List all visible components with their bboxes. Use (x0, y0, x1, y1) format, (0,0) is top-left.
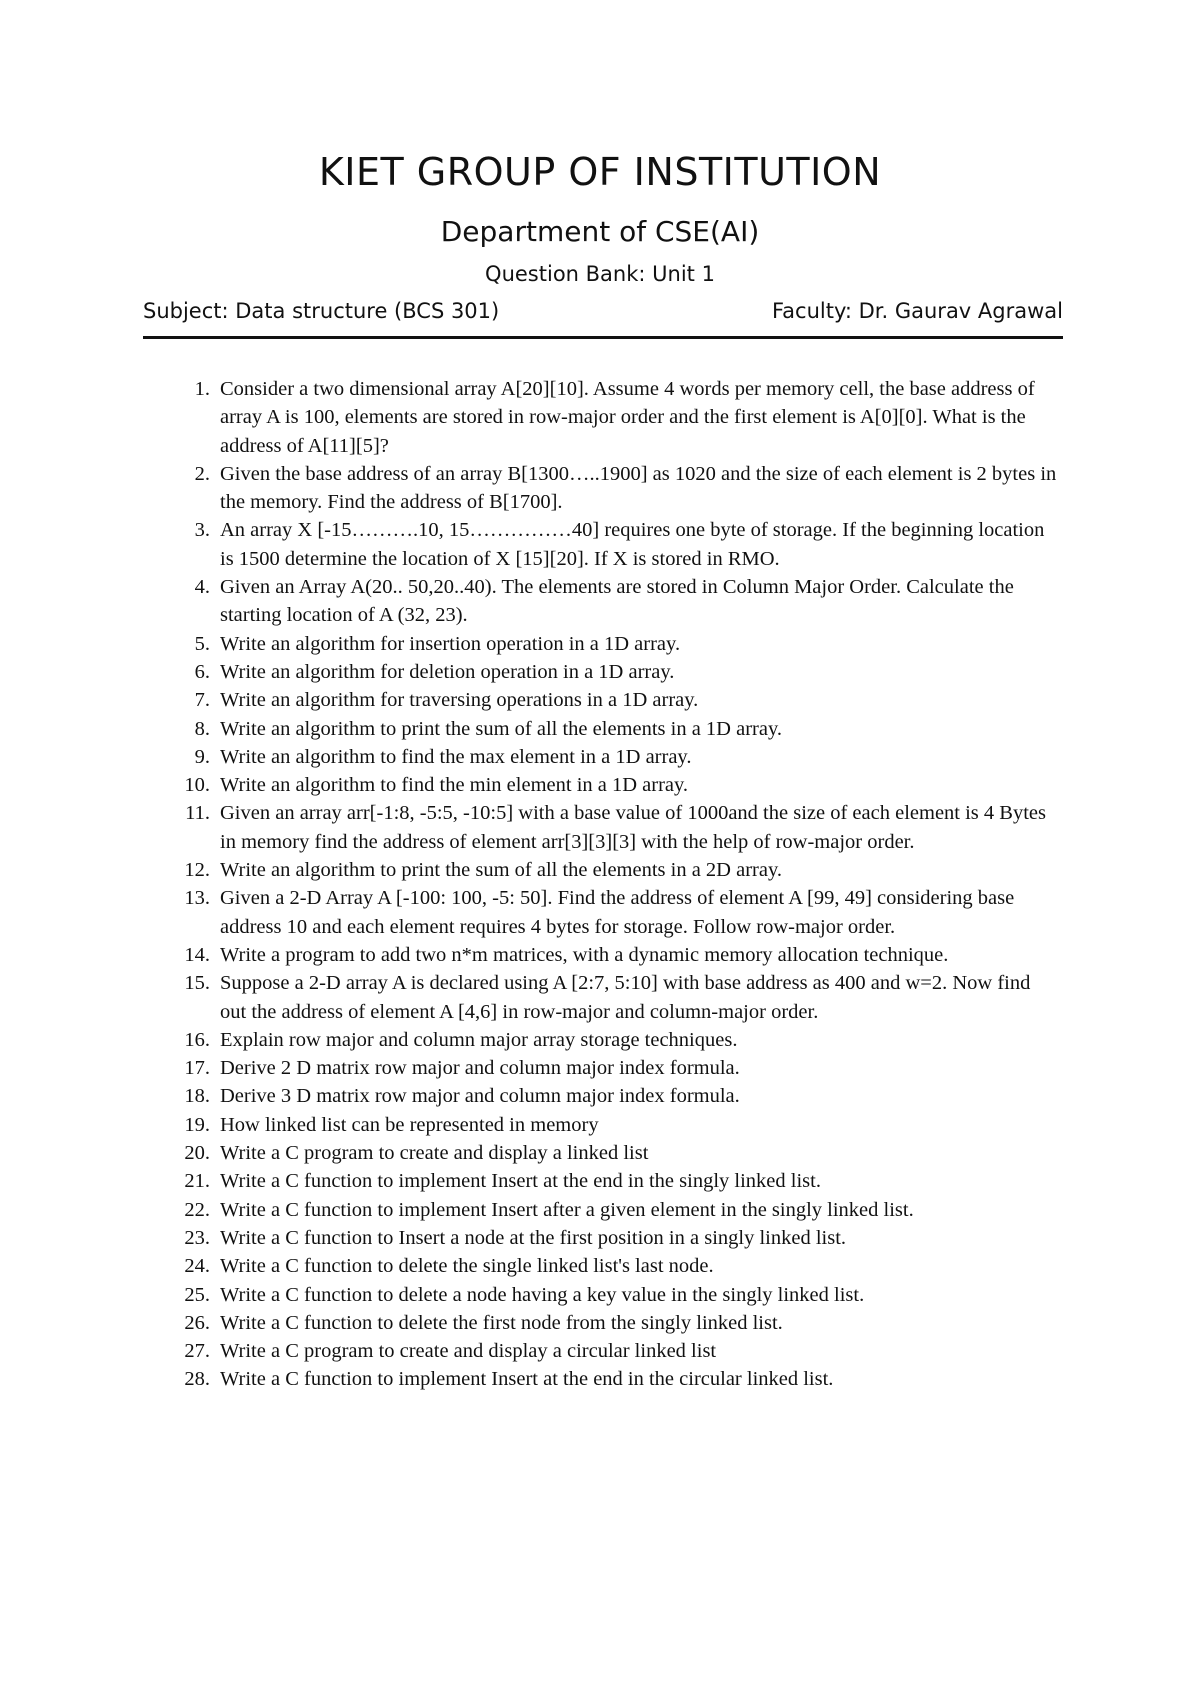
question-item (160, 1082, 1060, 1110)
question-item (160, 460, 1060, 517)
question-number: 5. (194, 632, 210, 655)
question-item (160, 1167, 1060, 1195)
question-number: 1. (194, 378, 210, 400)
question-text: Derive 2 D matrix row major and column major index formula. (220, 1057, 740, 1080)
question-item (160, 375, 1060, 460)
question-text: Write an algorithm to print the sum of all the elements in a 1D array. (220, 717, 782, 740)
question-text: Given the base address of an array B[1300…..1900] as 1020 and the size of each element is 2 bytes in the memory. Find the address of B[1700]. (220, 462, 1057, 514)
question-number: 9. (194, 745, 210, 768)
question-text: Write a C function to delete the single linked list's last node. (220, 1255, 714, 1278)
question-number: 4. (194, 576, 210, 599)
question-item (160, 771, 1060, 799)
question-item (160, 573, 1060, 630)
question-number: 12. (184, 859, 210, 882)
question-text: How linked list can be represented in memory (220, 1113, 599, 1136)
question-text: Given a 2-D Array A [-100: 100, -5: 50]. Find the address of element A [99, 49] considering base address 10 and each element requires 4 bytes for storage. Follow row-major order. (220, 887, 1015, 938)
question-text: Write a C function to delete the first node from the singly linked list. (220, 1311, 783, 1334)
question-item (160, 630, 1060, 658)
question-number: 11. (185, 802, 210, 825)
question-number: 19. (184, 1113, 210, 1136)
question-text: Write an algorithm for traversing operations in a 1D array. (220, 689, 699, 712)
subject-faculty-row (143, 299, 1063, 329)
question-text: Write an algorithm to find the min element in a 1D array. (220, 774, 689, 797)
question-text: Given an Array A(20.. 50,20..40). The elements are stored in Column Major Order. Calculate the starting location of A (32, 23). (220, 576, 1014, 627)
question-number: 25. (184, 1283, 210, 1306)
institution-title: KIET GROUP OF INSTITUTION (318, 150, 882, 194)
question-text: Explain row major and column major array storage techniques. (220, 1028, 738, 1051)
question-number: 10. (184, 774, 210, 797)
question-number: 15. (184, 972, 210, 995)
question-item (160, 1026, 1060, 1054)
question-number: 14. (184, 943, 210, 966)
question-number: 6. (194, 660, 210, 683)
question-text: An array X [-15……….10, 15……………40] requires one byte of storage. If the beginning location is 1500 determine the location of X [15][20]. If X is stored in RMO. (220, 519, 1045, 570)
question-text: Write a program to add two n*m matrices, with a dynamic memory allocation technique. (220, 943, 949, 966)
question-item (160, 1196, 1060, 1224)
faculty-label: Faculty: Dr. Gaurav Agrawal (772, 299, 1063, 323)
question-item (160, 969, 1060, 1026)
question-text: Given an array arr[-1:8, -5:5, -10:5] with a base value of 1000and the size of each element is 4 Bytes in memory find the address of element arr[3][3][3] with the help of row-major order. (220, 802, 1046, 853)
question-item (160, 715, 1060, 743)
question-item (160, 686, 1060, 714)
question-number: 24. (184, 1255, 210, 1278)
question-number: 3. (194, 519, 210, 542)
question-item (160, 1139, 1060, 1167)
department-title: Department of CSE(AI) (440, 215, 760, 248)
question-item (160, 516, 1060, 573)
question-item (160, 799, 1060, 856)
question-text: Suppose a 2-D array A is declared using A [2:7, 5:10] with base address as 400 and w=2. Now find out the address of element A [4,6] in row-major and column-major order. (220, 972, 1031, 1023)
question-number: 27. (184, 1340, 210, 1363)
question-number: 28. (184, 1368, 210, 1391)
question-text: Write a C function to implement Insert at the end in the singly linked list. (220, 1170, 821, 1193)
question-item (160, 941, 1060, 969)
question-text: Write a C function to delete a node having a key value in the singly linked list. (220, 1283, 865, 1306)
question-item (160, 1252, 1060, 1280)
question-item (160, 1309, 1060, 1337)
question-text: Write an algorithm for insertion operation in a 1D array. (220, 632, 681, 655)
question-item (160, 1281, 1060, 1309)
question-text: Write a C program to create and display a linked list (220, 1142, 649, 1165)
question-number: 26. (184, 1311, 210, 1334)
question-item (160, 1054, 1060, 1082)
question-bank-title: Question Bank: Unit 1 (485, 262, 715, 286)
question-text: Write an algorithm to print the sum of all the elements in a 2D array. (220, 859, 782, 882)
question-item (160, 743, 1060, 771)
question-text: Write a C function to implement Insert at the end in the circular linked list. (220, 1368, 834, 1391)
question-item (160, 1365, 1060, 1393)
question-item (160, 1111, 1060, 1139)
question-list (160, 375, 1060, 1394)
question-text: Derive 3 D matrix row major and column major index formula. (220, 1085, 740, 1108)
question-number: 22. (184, 1198, 210, 1221)
question-number: 7. (194, 689, 210, 712)
question-text: Write a C program to create and display a circular linked list (220, 1340, 717, 1363)
question-item (160, 1224, 1060, 1252)
question-number: 23. (184, 1226, 210, 1249)
question-item (160, 884, 1060, 941)
question-number: 17. (184, 1057, 210, 1080)
question-number: 8. (194, 717, 210, 740)
question-text: Write an algorithm for deletion operation in a 1D array. (220, 660, 675, 683)
question-text: Write a C function to Insert a node at the first position in a singly linked list. (220, 1226, 847, 1249)
question-text: Consider a two dimensional array A[20][10]. Assume 4 words per memory cell, the base address of array A is 100, elements are stored in row-major order and the first element is A[0][0]. What is the address of A[11][5]? (220, 378, 1035, 457)
question-item (160, 856, 1060, 884)
header-divider (143, 336, 1063, 339)
question-text: Write an algorithm to find the max element in a 1D array. (220, 745, 692, 768)
question-item (160, 658, 1060, 686)
question-number: 2. (194, 462, 210, 485)
question-text: Write a C function to implement Insert after a given element in the singly linked list. (220, 1198, 914, 1221)
question-number: 20. (184, 1142, 210, 1165)
question-number: 16. (184, 1028, 210, 1051)
question-item (160, 1337, 1060, 1365)
question-number: 21. (184, 1170, 210, 1193)
subject-label: Subject: Data structure (BCS 301) (143, 299, 500, 323)
question-number: 13. (184, 887, 210, 910)
question-number: 18. (184, 1085, 210, 1108)
